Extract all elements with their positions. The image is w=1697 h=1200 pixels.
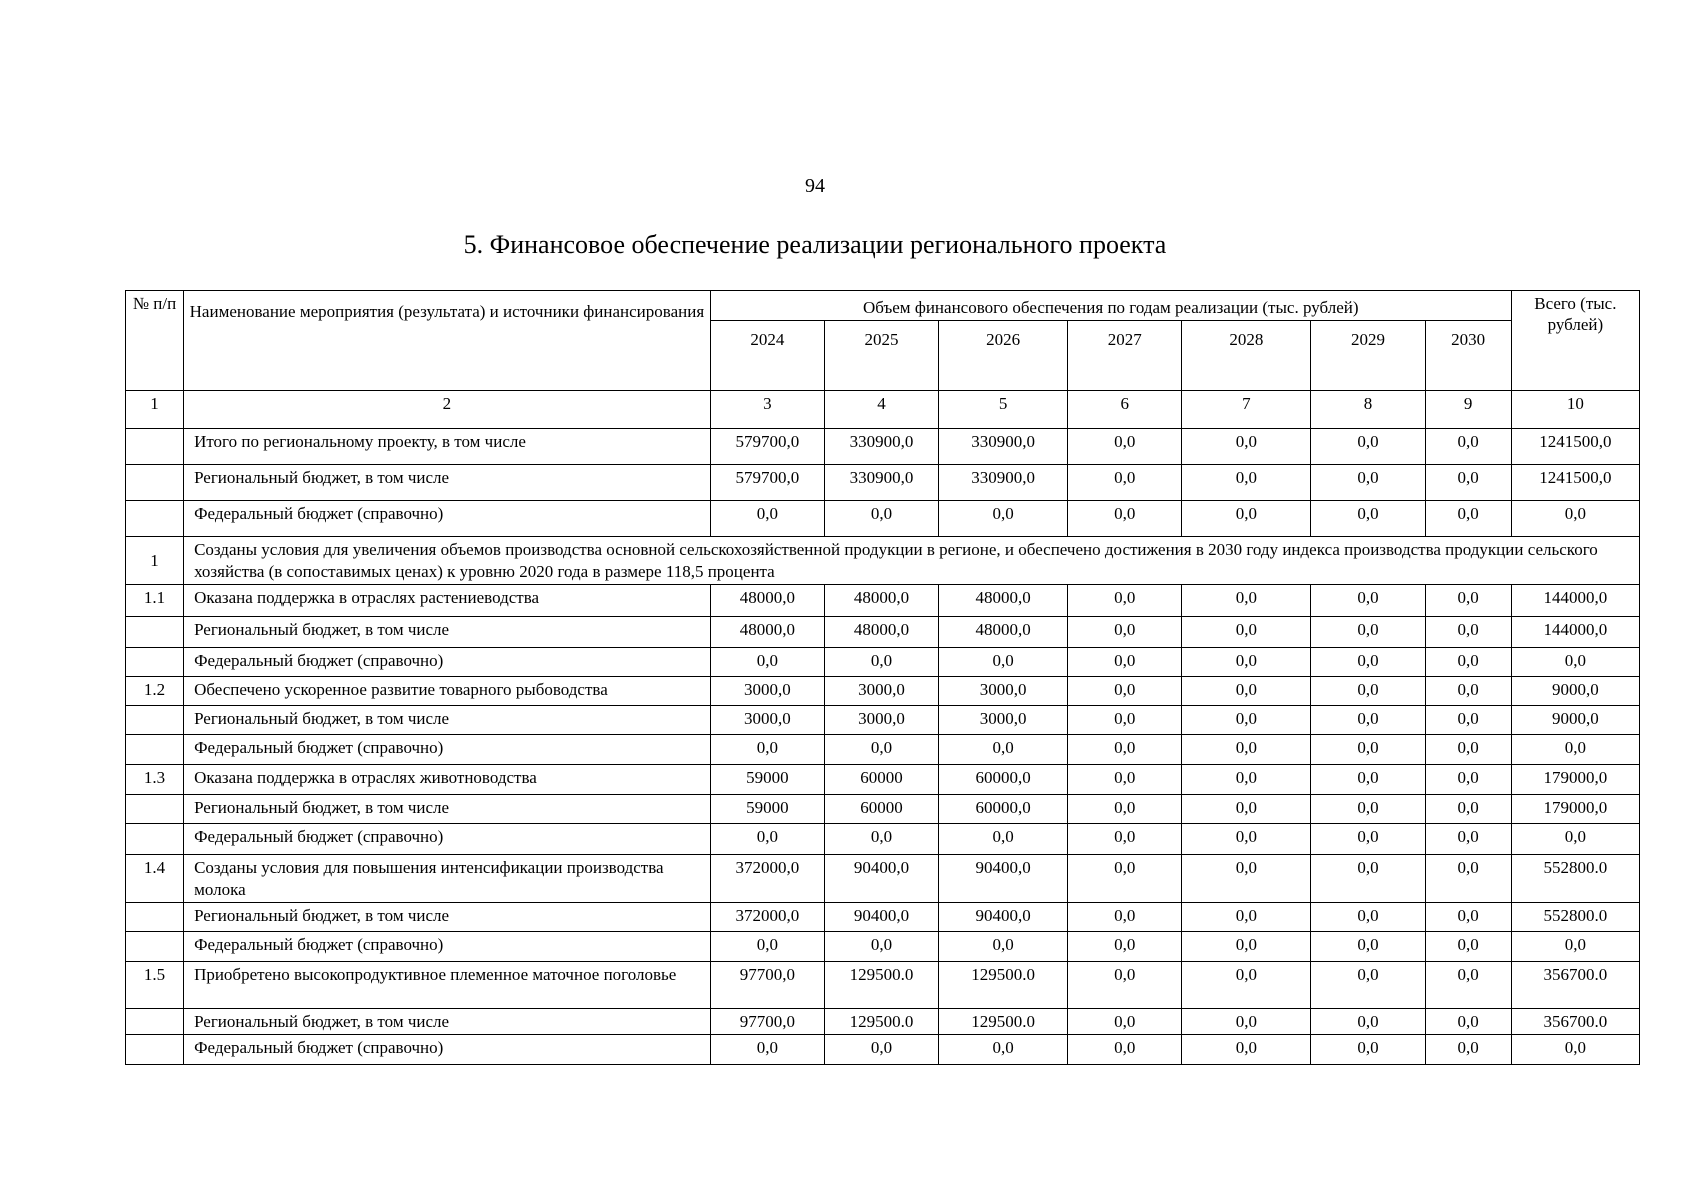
amount-cell: 60000 [824,765,938,795]
row-number: 1.4 [126,855,184,903]
amount-cell: 60000,0 [939,795,1068,824]
table-row [126,961,1640,1008]
row-name: Федеральный бюджет (справочно) [184,824,711,855]
amount-cell: 3000,0 [710,677,824,706]
header-year: 2029 [1311,321,1425,391]
amount-cell: 0,0 [1068,429,1182,465]
column-number: 5 [939,391,1068,429]
amount-cell: 0,0 [824,735,938,765]
amount-cell: 372000,0 [710,902,824,931]
amount-cell: 48000,0 [939,585,1068,617]
amount-cell: 48000,0 [824,585,938,617]
amount-cell: 0,0 [1182,465,1311,501]
amount-cell: 0,0 [1068,855,1182,903]
amount-cell: 1241500,0 [1511,429,1639,465]
row-number [126,1035,184,1065]
row-number: 1.2 [126,677,184,706]
amount-cell: 552800.0 [1511,855,1639,903]
amount-cell: 0,0 [1068,465,1182,501]
amount-cell: 0,0 [1182,735,1311,765]
amount-cell: 0,0 [1311,648,1425,677]
row-name: Региональный бюджет, в том числе [184,902,711,931]
financing-table [125,290,1640,1065]
amount-cell: 0,0 [1511,931,1639,961]
amount-cell: 0,0 [1311,735,1425,765]
amount-cell: 0,0 [1068,585,1182,617]
header-total: Всего (тыс. рублей) [1511,291,1639,391]
table-row [126,1035,1640,1065]
amount-cell: 60000 [824,795,938,824]
amount-cell: 48000,0 [939,617,1068,648]
page-title: 5. Финансовое обеспечение реализации регионального проекта [463,230,1167,259]
amount-cell: 90400,0 [824,902,938,931]
amount-cell: 0,0 [1425,585,1511,617]
amount-cell: 9000,0 [1511,677,1639,706]
amount-cell: 48000,0 [710,585,824,617]
amount-cell: 356700.0 [1511,961,1639,1008]
row-name: Итого по региональному проекту, в том числе [184,429,711,465]
row-number [126,617,184,648]
column-number: 7 [1182,391,1311,429]
column-numbers-row [126,391,1640,429]
column-number: 4 [824,391,938,429]
row-number [126,824,184,855]
row-number [126,706,184,735]
amount-cell: 579700,0 [710,429,824,465]
amount-cell: 0,0 [1182,706,1311,735]
amount-cell: 0,0 [1311,1035,1425,1065]
amount-cell: 1241500,0 [1511,465,1639,501]
amount-cell: 0,0 [1425,961,1511,1008]
amount-cell: 330900,0 [824,465,938,501]
table-row [126,429,1640,465]
amount-cell: 0,0 [1068,501,1182,537]
amount-cell: 0,0 [1311,617,1425,648]
amount-cell: 330900,0 [824,429,938,465]
row-number [126,931,184,961]
column-number: 9 [1425,391,1511,429]
amount-cell: 0,0 [1425,765,1511,795]
table-row [126,617,1640,648]
amount-cell: 129500.0 [824,961,938,1008]
amount-cell: 0,0 [1511,648,1639,677]
amount-cell: 0,0 [1182,648,1311,677]
amount-cell: 0,0 [1182,501,1311,537]
table-row [126,677,1640,706]
table-row [126,735,1640,765]
row-name: Региональный бюджет, в том числе [184,795,711,824]
row-name: Региональный бюджет, в том числе [184,617,711,648]
row-name: Федеральный бюджет (справочно) [184,1035,711,1065]
amount-cell: 0,0 [1068,706,1182,735]
table-row [126,648,1640,677]
amount-cell: 0,0 [1311,677,1425,706]
amount-cell: 0,0 [1511,824,1639,855]
amount-cell: 97700,0 [710,961,824,1008]
amount-cell: 0,0 [939,648,1068,677]
amount-cell: 0,0 [1068,795,1182,824]
amount-cell: 0,0 [1311,1008,1425,1034]
amount-cell: 0,0 [710,501,824,537]
amount-cell: 0,0 [1511,735,1639,765]
column-number: 1 [126,391,184,429]
amount-cell: 0,0 [1182,902,1311,931]
header-year: 2025 [824,321,938,391]
amount-cell: 0,0 [1182,677,1311,706]
header-name: Наименование мероприятия (результата) и источники финансирования [184,291,711,391]
row-number [126,648,184,677]
amount-cell: 0,0 [1182,585,1311,617]
amount-cell: 0,0 [1068,765,1182,795]
amount-cell: 90400,0 [824,855,938,903]
table-row [126,824,1640,855]
page-number: 94 [805,175,825,197]
amount-cell: 0,0 [939,735,1068,765]
column-number: 3 [710,391,824,429]
amount-cell: 0,0 [710,1035,824,1065]
amount-cell: 0,0 [1425,1035,1511,1065]
row-number: 1.5 [126,961,184,1008]
row-number [126,429,184,465]
row-name: Оказана поддержка в отраслях животноводства [184,765,711,795]
amount-cell: 0,0 [1425,706,1511,735]
amount-cell: 3000,0 [710,706,824,735]
column-number: 6 [1068,391,1182,429]
amount-cell: 0,0 [1425,677,1511,706]
amount-cell: 48000,0 [824,617,938,648]
goal-row [126,537,1640,585]
amount-cell: 0,0 [1425,902,1511,931]
amount-cell: 0,0 [1182,824,1311,855]
amount-cell: 0,0 [1311,429,1425,465]
amount-cell: 0,0 [1425,855,1511,903]
header-row [126,291,1640,321]
amount-cell: 0,0 [1311,961,1425,1008]
row-name: Приобретено высокопродуктивное племенное маточное поголовье [184,961,711,1008]
amount-cell: 59000 [710,795,824,824]
table-row [126,465,1640,501]
table-row [126,1008,1640,1034]
amount-cell: 330900,0 [939,429,1068,465]
header-years-group: Объем финансового обеспечения по годам реализации (тыс. рублей) [710,291,1511,321]
amount-cell: 0,0 [1182,855,1311,903]
amount-cell: 0,0 [1068,1008,1182,1034]
amount-cell: 90400,0 [939,902,1068,931]
amount-cell: 0,0 [1425,931,1511,961]
amount-cell: 0,0 [1068,617,1182,648]
amount-cell: 0,0 [1068,902,1182,931]
row-name: Оказана поддержка в отраслях растениеводства [184,585,711,617]
amount-cell: 0,0 [1425,501,1511,537]
amount-cell: 552800.0 [1511,902,1639,931]
amount-cell: 90400,0 [939,855,1068,903]
amount-cell: 60000,0 [939,765,1068,795]
amount-cell: 3000,0 [824,706,938,735]
amount-cell: 59000 [710,765,824,795]
amount-cell: 0,0 [1311,855,1425,903]
amount-cell: 0,0 [824,648,938,677]
amount-cell: 48000,0 [710,617,824,648]
amount-cell: 3000,0 [939,706,1068,735]
amount-cell: 0,0 [1182,1035,1311,1065]
table-row [126,795,1640,824]
row-name: Федеральный бюджет (справочно) [184,931,711,961]
table-row [126,902,1640,931]
amount-cell: 0,0 [939,931,1068,961]
amount-cell: 129500.0 [824,1008,938,1034]
amount-cell: 0,0 [1311,765,1425,795]
amount-cell: 0,0 [1425,824,1511,855]
amount-cell: 129500.0 [939,1008,1068,1034]
amount-cell: 0,0 [1182,429,1311,465]
amount-cell: 0,0 [1425,429,1511,465]
amount-cell: 372000,0 [710,855,824,903]
amount-cell: 0,0 [1182,1008,1311,1034]
table-row [126,706,1640,735]
table-row [126,765,1640,795]
header-year: 2024 [710,321,824,391]
table-row [126,855,1640,903]
amount-cell: 0,0 [824,931,938,961]
column-number: 2 [184,391,711,429]
amount-cell: 0,0 [1068,961,1182,1008]
amount-cell: 0,0 [1311,501,1425,537]
header-year: 2027 [1068,321,1182,391]
row-number [126,465,184,501]
amount-cell: 0,0 [1425,617,1511,648]
header-year: 2028 [1182,321,1311,391]
table-row [126,501,1640,537]
amount-cell: 0,0 [939,1035,1068,1065]
row-number [126,501,184,537]
amount-cell: 0,0 [1311,902,1425,931]
row-name: Федеральный бюджет (справочно) [184,648,711,677]
amount-cell: 0,0 [710,735,824,765]
amount-cell: 0,0 [1068,931,1182,961]
row-name: Региональный бюджет, в том числе [184,1008,711,1034]
amount-cell: 3000,0 [824,677,938,706]
amount-cell: 0,0 [824,1035,938,1065]
row-name: Созданы условия для повышения интенсификации производства молока [184,855,711,903]
row-number [126,735,184,765]
amount-cell: 0,0 [1068,735,1182,765]
amount-cell: 0,0 [1425,735,1511,765]
table-row [126,931,1640,961]
amount-cell: 0,0 [824,501,938,537]
row-number [126,795,184,824]
amount-cell: 0,0 [1068,1035,1182,1065]
amount-cell: 129500.0 [939,961,1068,1008]
amount-cell: 0,0 [1182,765,1311,795]
amount-cell: 0,0 [1068,824,1182,855]
row-number [126,1008,184,1034]
amount-cell: 0,0 [939,501,1068,537]
row-number [126,902,184,931]
amount-cell: 0,0 [1311,465,1425,501]
row-name: Региональный бюджет, в том числе [184,465,711,501]
amount-cell: 0,0 [824,824,938,855]
amount-cell: 9000,0 [1511,706,1639,735]
row-name: Федеральный бюджет (справочно) [184,501,711,537]
amount-cell: 179000,0 [1511,765,1639,795]
amount-cell: 0,0 [1511,1035,1639,1065]
header-year: 2026 [939,321,1068,391]
amount-cell: 0,0 [1182,931,1311,961]
column-number: 8 [1311,391,1425,429]
row-name: Обеспечено ускоренное развитие товарного рыбоводства [184,677,711,706]
amount-cell: 0,0 [1425,1008,1511,1034]
amount-cell: 0,0 [1425,465,1511,501]
amount-cell: 179000,0 [1511,795,1639,824]
amount-cell: 0,0 [1311,585,1425,617]
header-num: № п/п [126,291,184,391]
goal-text: Созданы условия для увеличения объемов производства основной сельскохозяйственной продукции в регионе, и обеспечено достижения в 2030 году индекса производства продукции сельского хозяйства (в сопоставимых ценах) к уровню 2020 года в размере 118,5 процента [184,537,1640,585]
header-year: 2030 [1425,321,1511,391]
goal-number: 1 [126,537,184,585]
amount-cell: 330900,0 [939,465,1068,501]
table-row [126,585,1640,617]
row-name: Региональный бюджет, в том числе [184,706,711,735]
amount-cell: 0,0 [710,824,824,855]
amount-cell: 0,0 [1425,648,1511,677]
row-number: 1.1 [126,585,184,617]
column-number: 10 [1511,391,1639,429]
amount-cell: 144000,0 [1511,585,1639,617]
amount-cell: 144000,0 [1511,617,1639,648]
amount-cell: 0,0 [1311,795,1425,824]
amount-cell: 97700,0 [710,1008,824,1034]
amount-cell: 0,0 [939,824,1068,855]
amount-cell: 3000,0 [939,677,1068,706]
amount-cell: 0,0 [1311,824,1425,855]
amount-cell: 579700,0 [710,465,824,501]
amount-cell: 0,0 [1068,648,1182,677]
amount-cell: 0,0 [1182,617,1311,648]
amount-cell: 0,0 [1511,501,1639,537]
amount-cell: 0,0 [1068,677,1182,706]
amount-cell: 0,0 [710,648,824,677]
amount-cell: 0,0 [1311,931,1425,961]
amount-cell: 0,0 [1182,795,1311,824]
amount-cell: 0,0 [710,931,824,961]
row-name: Федеральный бюджет (справочно) [184,735,711,765]
amount-cell: 0,0 [1425,795,1511,824]
amount-cell: 0,0 [1311,706,1425,735]
amount-cell: 0,0 [1182,961,1311,1008]
amount-cell: 356700.0 [1511,1008,1639,1034]
row-number: 1.3 [126,765,184,795]
